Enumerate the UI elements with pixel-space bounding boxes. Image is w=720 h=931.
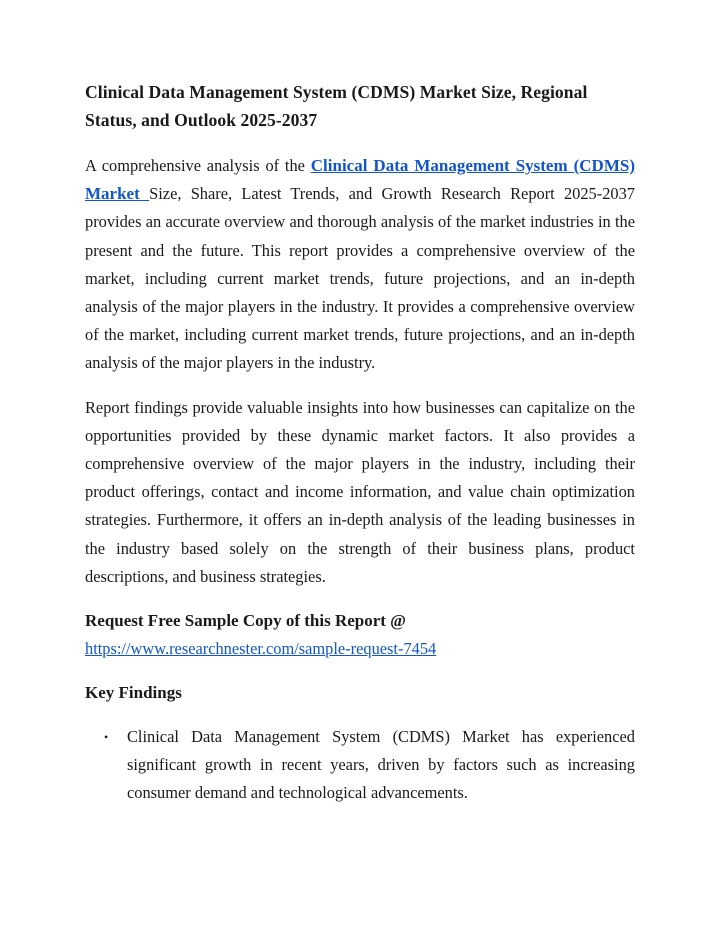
intro-paragraph <box>85 152 635 378</box>
intro-text-after-link: Size, Share, Latest Trends, and Growth Research Report 2025-2037 provides an accurate overview and thorough analysis of the market industries in the present and the future. This report provides a comprehensive overview of the market, including current market trends, future projections, and an in-depth analysis of the major players in the industry. It provides a comprehensive overview of the market, including current market trends, future projections, and an in-depth analysis of the major players in the industry. <box>85 184 635 373</box>
findings-paragraph: Report findings provide valuable insights into how businesses can capitalize on the opportunities provided by these dynamic market factors. It also provides a comprehensive overview of the major players in the industry, including their product offerings, contact and income information, and value chain optimization strategies. Furthermore, it offers an in-depth analysis of the leading businesses in the industry based solely on the strength of their business plans, product descriptions, and business strategies. <box>85 397 635 586</box>
cdms-market-link[interactable]: Clinical Data Management System (CDMS) Market <box>85 156 635 204</box>
document-page <box>85 78 635 808</box>
finding-text: Clinical Data Management System (CDMS) Market has experienced significant growth in recent years, driven by factors such as increasing consumer demand and technological advancements. <box>127 727 635 803</box>
sample-request-link[interactable]: https://www.researchnester.com/sample-request-7454 <box>85 639 437 659</box>
sample-request-heading: Request Free Sample Copy of this Report @ <box>85 611 406 631</box>
list-item <box>85 723 635 808</box>
bullet-icon: • <box>104 730 109 745</box>
intro-text-before-link: A comprehensive analysis of the <box>85 156 311 175</box>
document-title: Clinical Data Management System (CDMS) Market Size, Regional Status, and Outlook 2025-2037 <box>85 82 588 130</box>
key-findings-heading: Key Findings <box>85 683 182 703</box>
key-findings-list <box>85 723 635 808</box>
